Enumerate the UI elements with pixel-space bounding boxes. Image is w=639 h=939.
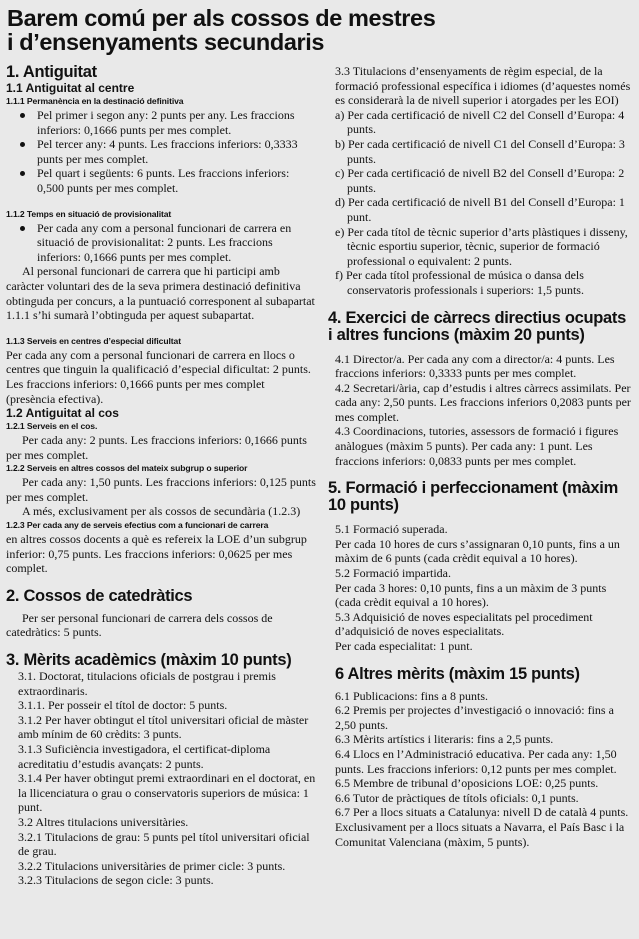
section-heading-formacio: 5. Formació i perfeccionament (màxim 10 punts) bbox=[328, 479, 618, 515]
paragraph: 3.1. Doctorat, titulacions oficials de postgrau i premis extraordinaris. bbox=[18, 669, 276, 698]
bullet-item: Pel tercer any: 4 punts. Les fraccions inferiors: 0,3333 punts per mes complet. bbox=[6, 137, 316, 166]
section-heading-antiguitat: 1. Antiguitat bbox=[6, 63, 97, 81]
paragraph: A més, exclusivament per als cossos de secundària (1.2.3) bbox=[22, 504, 301, 519]
paragraph: 3.2.3 Titulacions de segon cicle: 3 punts. bbox=[18, 873, 214, 888]
paragraph: 6.6 Tutor de pràctiques de títols oficials: 0,1 punts. bbox=[335, 790, 579, 805]
paragraph: 4.3 Coordinacions, tutories, assessors de formació i figures anàlogues (màxim 5 punts). Per cada any: 1 punt. Les fraccions inferiors: 0,0833 punts per mes complet. bbox=[335, 424, 619, 468]
section-heading-merits-academics: 3. Mèrits acadèmics (màxim 10 punts) bbox=[6, 651, 292, 670]
paragraph: Per cada 10 hores de curs s’assignaran 0,10 punts, fins a un màxim de 6 punts (cada crèdit equival a 10 hores). bbox=[335, 536, 620, 566]
paragraph: 5.1 Formació superada. bbox=[335, 522, 448, 537]
paragraph: 5.3 Adquisició de noves especialitats pel procediment d’adquisició de noves especialitats. bbox=[335, 609, 593, 639]
section-3-body bbox=[6, 669, 316, 888]
paragraph: 4.1 Director/a. Per cada any com a director/a: 4 punts. Les fraccions inferiors: 0,3333 punts per mes complet. bbox=[335, 351, 615, 381]
section-6-body bbox=[335, 689, 633, 850]
paragraph: 3.1.3 Suficiència investigadora, el certificat-diploma acreditatiu d’estudis avançats: 2 punts. bbox=[18, 742, 271, 771]
paragraph: 6.3 Mèrits artístics i literaris: fins a 2,5 punts. bbox=[335, 732, 554, 747]
paragraph: Per cada any: 1,50 punts. Les fraccions inferiors: 0,125 punts per mes complet. bbox=[6, 475, 316, 504]
paragraph: 6.4 Llocs en l’Administració educativa. Per cada any: 1,50 punts. Les fraccions inferiors: 0,12 punts per mes complet. bbox=[335, 746, 617, 776]
paragraph: 3.1.2 Per haver obtingut el títol universitari oficial de màster amb mínim de 60 crèdits: 3 punts. bbox=[18, 712, 309, 742]
section-heading-altres-merits: 6 Altres mèrits (màxim 15 punts) bbox=[335, 664, 580, 683]
list-item: a) Per cada certificació de nivell C2 del Consell d’Europa: 4 punts. bbox=[335, 107, 625, 137]
left-column bbox=[6, 64, 316, 888]
list-item: c) Per cada certificació de nivell B2 del Consell d’Europa: 2 punts. bbox=[335, 166, 625, 195]
paragraph: 3.2 Altres titulacions universitàries. bbox=[18, 814, 189, 829]
list-item: d) Per cada certificació de nivell B1 del Consell d’Europa: 1 punt. bbox=[335, 195, 625, 224]
paragraph: 3.1.4 Per haver obtingut premi extraordinari en el doctorat, en la llicenciatura o grau o conservatoris superiors de música: 1 punt. bbox=[18, 771, 316, 815]
page-title-line-2: i d’ensenyaments secundaris bbox=[7, 29, 325, 55]
paragraph: en altres cossos docents a què es refereix la LOE d’un subgrup inferior: 0,75 punts. Les fraccions inferiors: 0,0625 per mes complet. bbox=[6, 532, 307, 576]
subheading-1-1: 1.1 Antiguitat al centre bbox=[6, 81, 135, 95]
paragraph: Al personal funcionari de carrera que hi participi amb caràcter voluntari des de la seva primera destinació definitiva obtinguda per concurs, a la puntuació corresponent al subapartat 1.1.1 s’hi sumarà l’obtinguda per aquest subapartat. bbox=[6, 264, 315, 323]
paragraph: 3.1.1. Per posseir el títol de doctor: 5 punts. bbox=[18, 698, 228, 713]
paragraph: Per cada 3 hores: 0,10 punts, fins a un màxim de 3 punts (cada crèdit equival a 10 hores). bbox=[335, 580, 607, 610]
subheading-1-1-3: 1.1.3 Serveis en centres d’especial dificultat bbox=[6, 335, 182, 346]
paragraph: 5.2 Formació impartida. bbox=[335, 566, 451, 581]
paragraph: 6.7 Per a llocs situats a Catalunya: nivell D de català 4 punts. bbox=[335, 805, 629, 820]
paragraph: 3.3 Titulacions d’ensenyaments de règim especial, de la formació professional específica i idiomes (d’aquestes només es considerarà la de nivell superior i atorgades per les EOI) bbox=[335, 64, 631, 108]
list-item: b) Per cada certificació de nivell C1 del Consell d’Europa: 3 punts. bbox=[335, 136, 625, 166]
section-heading-carrecs-directius: 4. Exercici de càrrecs directius ocupats i altres funcions (màxim 20 punts) bbox=[328, 308, 626, 344]
subheading-1-1-2: 1.1.2 Temps en situació de provisionalitat bbox=[6, 208, 172, 219]
list-item: f) Per cada títol professional de música o dansa dels conservatoris professionals i superiors: 1,5 punts. bbox=[335, 268, 584, 297]
subheading-1-2: 1.2 Antiguitat al cos bbox=[6, 406, 119, 421]
section-4-body bbox=[335, 352, 633, 469]
section-heading-catedratics: 2. Cossos de catedràtics bbox=[6, 586, 193, 605]
bullet-item: Pel quart i següents: 6 punts. Les fraccions inferiors: 0,500 punts per mes complet. bbox=[6, 166, 316, 195]
paragraph: Per ser personal funcionari de carrera dels cossos de catedràtics: 5 punts. bbox=[6, 610, 273, 640]
paragraph: 4.2 Secretari/ària, cap d’estudis i altres càrrecs assimilats. Per cada any: 2,50 punts. Les fraccions inferiors 0,2083 punts per mes complet. bbox=[335, 380, 631, 424]
subheading-1-2-2: 1.2.2 Serveis en altres cossos del mateix subgrup o superior bbox=[6, 463, 248, 474]
paragraph: Per cada especialitat: 1 punt. bbox=[335, 639, 473, 653]
paragraph: 3.2.2 Titulacions universitàries de primer cicle: 3 punts. bbox=[18, 858, 286, 873]
section-5-body bbox=[335, 522, 633, 653]
subheading-1-1-1: 1.1.1 Permanència en la destinació definitiva bbox=[6, 96, 184, 106]
list-item: e) Per cada títol de tècnic superior d’arts plàstiques i disseny, tècnic esportiu superior, tècnic, superior de formació professional o equivalent: 2 punts. bbox=[335, 224, 628, 268]
bullet-item: Pel primer i segon any: 2 punts per any. Les fraccions inferiors: 0,1666 punts per mes complet. bbox=[6, 108, 316, 137]
bullet-item: Per cada any com a personal funcionari de carrera en situació de provisionalitat: 2 punts. Les fraccions inferiors: 0,1666 punts per mes complet. bbox=[6, 221, 316, 265]
paragraph: 6.1 Publicacions: fins a 8 punts. bbox=[335, 688, 488, 703]
subheading-1-2-3: 1.2.3 Per cada any de serveis efectius com a funcionari de carrera bbox=[6, 520, 269, 531]
paragraph: Exclusivament per a llocs situats a Navarra, el País Basc i la Comunitat Valenciana (màxim, 5 punts). bbox=[335, 819, 625, 849]
paragraph: 6.2 Premis per projectes d’investigació o innovació: fins a 2,50 punts. bbox=[335, 703, 614, 732]
paragraph: 3.2.1 Titulacions de grau: 5 punts pel títol universitari oficial de grau. bbox=[18, 829, 310, 859]
right-column bbox=[328, 64, 633, 849]
subheading-1-2-1: 1.2.1 Serveis en el cos. bbox=[6, 421, 98, 432]
paragraph: Per cada any com a personal funcionari de carrera en llocs o centres que tinguin la qualificació d’especial dificultat: 2 punts. Les fraccions inferiors: 0,1666 punts per mes complet (presència efectiva). bbox=[6, 347, 311, 406]
page-title-line-1: Barem comú per als cossos de mestres bbox=[7, 5, 436, 31]
paragraph: Per cada any: 2 punts. Les fraccions inferiors: 0,1666 punts per mes complet. bbox=[6, 433, 307, 462]
page-title bbox=[7, 6, 632, 54]
paragraph: 6.5 Membre de tribunal d’oposicions LOE: 0,25 punts. bbox=[335, 776, 599, 791]
